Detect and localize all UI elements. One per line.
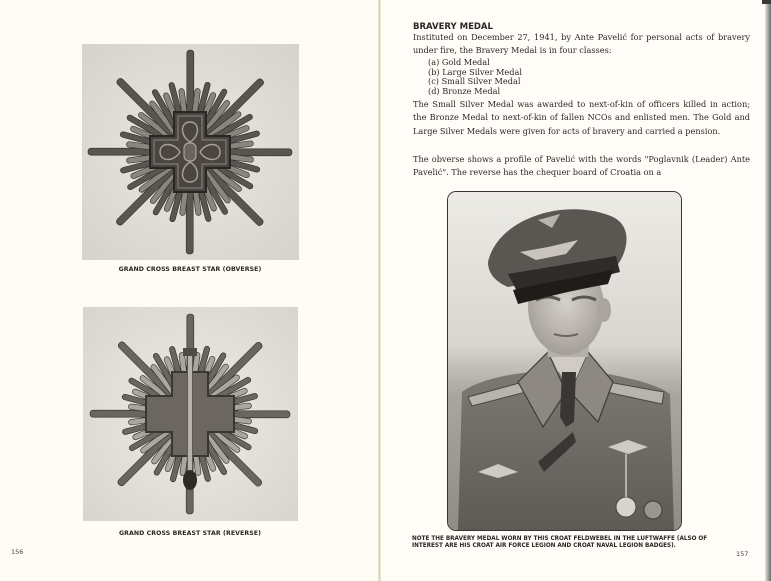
medal-class-list: [428, 58, 522, 96]
page-edge: [765, 0, 771, 581]
portrait-caption: NOTE THE BRAVERY MEDAL WORN BY THIS CROAT FELDWEBEL IN THE LUFTWAFFE (ALSO OF INTEREST ARE HIS CROAT AIR FORCE LEGION AND CROAT NAVAL LEGION BADGES).: [412, 536, 708, 550]
awards-paragraph: The Small Silver Medal was awarded to next-of-kin of officers killed in action; the Bronze Medal to next-of-kin of fallen NCOs and enlisted men. The Gold and Large Silver Medals were given for acts of bravery and carried a pension.: [413, 99, 750, 136]
medal-class-item: (b) Large Silver Medal: [428, 66, 522, 77]
portrait-photo: [447, 191, 682, 531]
intro-paragraph: Instituted on December 27, 1941, by Ante Pavelić for personal acts of bravery under fire, the Bravery Medal is in four classes:: [413, 32, 750, 56]
medal-class-item: (c) Small Silver Medal: [428, 76, 521, 87]
figure-caption-obverse: GRAND CROSS BREAST STAR (OBVERSE): [118, 266, 262, 273]
section-heading: BRAVERY MEDAL: [413, 22, 493, 32]
figure-caption-reverse: GRAND CROSS BREAST STAR (REVERSE): [118, 530, 262, 537]
breast-star-reverse-image: [83, 307, 298, 521]
medal-class-item: (a) Gold Medal: [428, 57, 490, 67]
page-number-left: 156: [11, 548, 24, 556]
obverse-paragraph: The obverse shows a profile of Pavelić with the words "Poglavnik (Leader) Ante Pavelić". The reverse has the chequer board of Croatia on a: [413, 154, 750, 178]
page-number-right: 157: [736, 550, 749, 558]
page-edge-corner: [762, 0, 771, 4]
breast-star-obverse-image: [82, 44, 299, 260]
book-gutter: [378, 0, 381, 581]
portrait-image: [448, 192, 681, 530]
breast-star-reverse-photo: [83, 307, 298, 521]
medal-class-item: (d) Bronze Medal: [428, 85, 501, 96]
breast-star-obverse-photo: [82, 44, 299, 260]
